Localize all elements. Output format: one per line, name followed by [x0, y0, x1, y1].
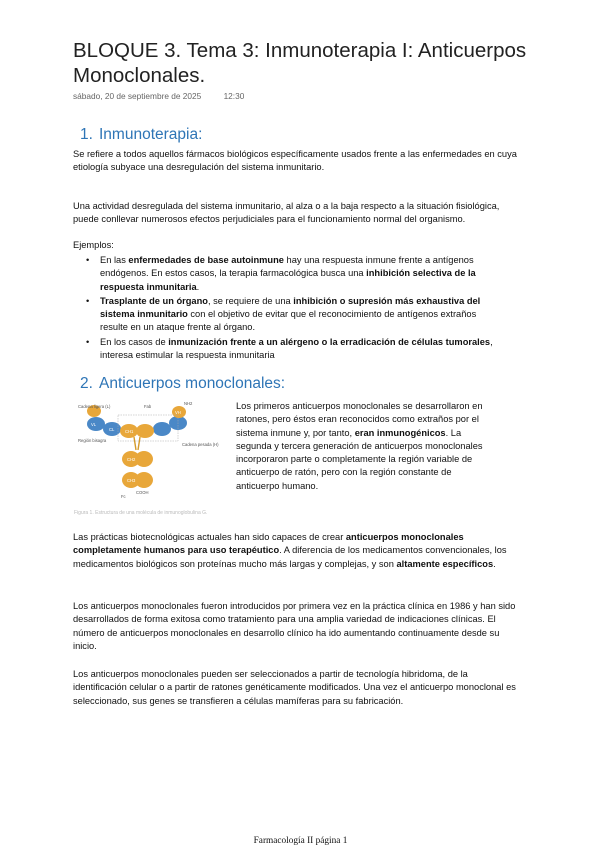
- section-2-paragraph-3: Los anticuerpos monoclonales pueden ser seleccionados a partir de tecnología hibridoma, de la identificación celular o a partir de ratones genéticamente modificados. Una vez el anticuerpo monoclonal es seleccionado, sus genes se transfieren a células mamíferas para su fabricación.: [73, 669, 516, 706]
- section-1-number: 1.: [80, 126, 93, 143]
- label-cl: CL: [109, 427, 115, 432]
- section-2-title: Anticuerpos monoclonales:: [99, 375, 286, 392]
- label-fc: Fc: [121, 494, 126, 499]
- section-1-intro: Se refiere a todos aquellos fármacos biológicos específicamente usados frente a las enfermedades en cuya etiología subyace una desregulación del sistema inmunitario.: [73, 149, 517, 173]
- section-2-paragraph-1: Las prácticas biotecnológicas actuales han sido capaces de crear anticuerpos monoclonales completamente humanos para uso terapéutico. A diferencia de los medicamentos convencionales, los medicamentos biológicos son proteínas mucho más largas y complejas, y son altamente específicos.: [73, 532, 507, 569]
- cl-domain-right: [153, 422, 171, 436]
- label-hinge: Región bisagra: [78, 438, 107, 443]
- section-1-paragraph: Una actividad desregulada del sistema inmunitario, al alza o a la baja respecto a la situación fisiológica, puede conllevar numerosos efectos perjudiciales para el funcionamiento normal del organismo.: [73, 201, 500, 225]
- section-1-heading: [80, 126, 202, 144]
- list-item: • En los casos de inmunización frente a un alérgeno o la erradicación de células tumorales, interesa estimular la respuesta inmunitaria: [86, 336, 506, 363]
- page-meta: [73, 91, 264, 101]
- page-title: BLOQUE 3. Tema 3: Inmunoterapia I: Anticuerpos Monoclonales.: [73, 39, 527, 87]
- section-2-side-text: Los primeros anticuerpos monoclonales se desarrollaron en ratones, pero éstos eran reconocidos como extraños por el sistema inmune y, por tanto, eran inmunogénicos. La segunda y tercera generación de anticuerpos monoclonales incorporaron parte o completamente la región variable de anticuerpo de ratón, pero con la región constante de anticuerpo humano.: [236, 401, 483, 491]
- list-item: • En las enfermedades de base autoinmune hay una respuesta inmune frente a antígenos endógenos. En estos casos, la terapia farmacológica busca una inhibición selectiva de la respuesta inmunitaria.: [86, 254, 506, 294]
- label-cooh: COOH: [136, 490, 149, 495]
- section-1-title: Inmunoterapia:: [99, 126, 203, 143]
- ch3-domain-right: [135, 472, 153, 488]
- figure-caption: Figura 1. Estructura de una molécula de inmunoglobulina G.: [74, 510, 208, 516]
- label-heavy-chain: Cadena pesada (H): [182, 442, 219, 447]
- page-time: 12:30: [223, 91, 245, 101]
- page-date: sábado, 20 de septiembre de 2025: [73, 91, 202, 101]
- list-item: • Trasplante de un órgano, se requiere de una inhibición o supresión más exhaustiva del sistema inmunitario con el objetivo de evitar que el reconocimiento de antígenos extraños resulte en un ataque frente al órgano.: [86, 295, 506, 335]
- section-2-number: 2.: [80, 375, 93, 392]
- label-fab: Fab: [144, 404, 152, 409]
- section-2-heading: [80, 375, 285, 393]
- examples-list: [86, 254, 506, 363]
- label-nh2: NH2: [184, 402, 193, 406]
- examples-label: Ejemplos:: [73, 240, 114, 250]
- label-light-chain: Cadena ligera (L): [78, 404, 111, 409]
- label-ch2: CH2: [127, 457, 136, 462]
- page-footer: Farmacología II página 1: [253, 836, 348, 846]
- label-vl: VL: [91, 422, 97, 427]
- label-vh: VH: [175, 410, 181, 415]
- label-ch1: CH1: [125, 429, 134, 434]
- section-2-paragraph-2: Los anticuerpos monoclonales fueron introducidos por primera vez en la práctica clínica en 1986 y han sido desarrollados de forma exitosa como tratamiento para una amplia variedad de indicaciones clínicas. El número de anticuerpos monoclonales en desarrollo clínico ha ido aumentando continuamente desde su inicio.: [73, 601, 516, 651]
- label-ch3: CH3: [127, 478, 136, 483]
- ch1-domain-right: [136, 424, 154, 438]
- ch2-domain-right: [135, 451, 153, 467]
